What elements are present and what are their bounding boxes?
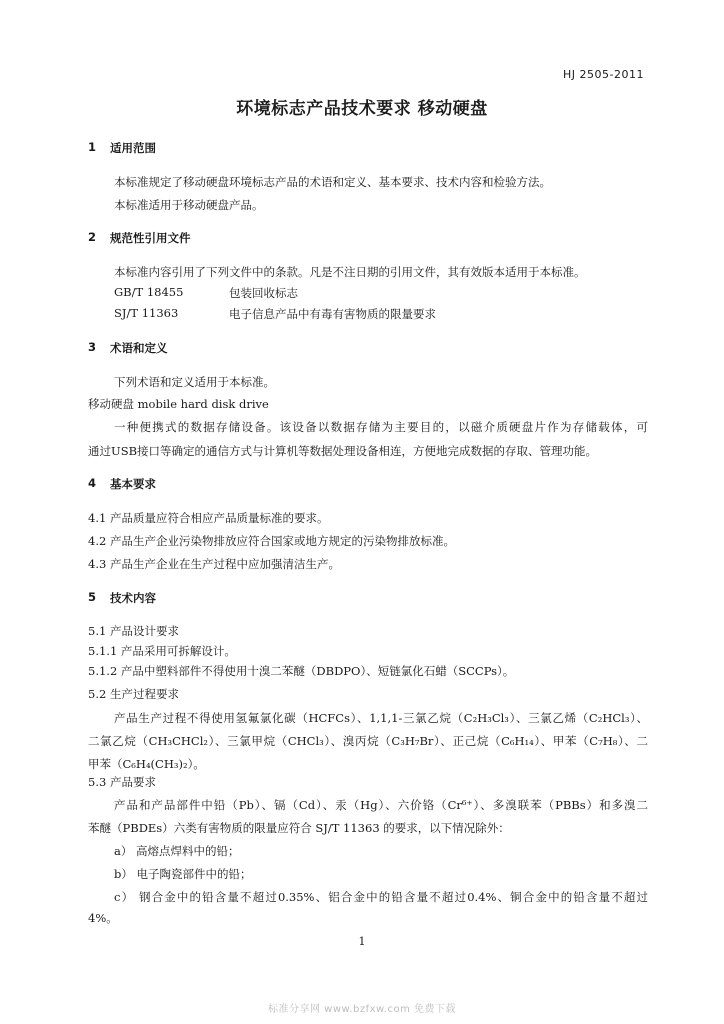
section-3-heading: 术语和定义 bbox=[110, 341, 168, 355]
requirement-4-2: 4.2 产品生产企业污染物排放应符合国家或地方规定的污染物排放标准。 bbox=[88, 534, 455, 548]
clause-5-2-line-3: 甲苯（C₆H₄(CH₃)₂）。 bbox=[88, 757, 205, 771]
page-number: 1 bbox=[358, 935, 366, 948]
requirement-4-3: 4.3 产品生产企业在生产过程中应加强清洁生产。 bbox=[88, 557, 340, 571]
subsection-5-1: 5.1 产品设计要求 bbox=[88, 624, 179, 638]
section-5-number: 5 bbox=[88, 590, 97, 604]
clause-5-3-line-1: 产品和产品部件中铅（Pb）、镉（Cd）、汞（Hg）、六价铬（Cr⁶⁺）、多溴联苯（PBBs）和多溴二 bbox=[114, 798, 648, 812]
reference-code: GB/T 18455 bbox=[114, 285, 184, 299]
exception-b: b） 电子陶瓷部件中的铅； bbox=[114, 867, 252, 881]
clause-5-1-2: 5.1.2 产品中塑料部件不得使用十溴二苯醚（DBDPO）、短链氯化石蜡（SCCPs）。 bbox=[88, 664, 515, 678]
clause-5-3-line-2: 苯醚（PBDEs）六类有害物质的限量应符合 SJ/T 11363 的要求，以下情况除外： bbox=[88, 821, 510, 835]
section-2-paragraph-1: 本标准内容引用了下列文件中的条款。凡是不注日期的引用文件，其有效版本适用于本标准。 bbox=[114, 265, 586, 279]
document-title: 环境标志产品技术要求 移动硬盘 bbox=[236, 99, 488, 119]
subsection-5-2: 5.2 生产过程要求 bbox=[88, 687, 179, 701]
term-entry: 移动硬盘 mobile hard disk drive bbox=[88, 397, 269, 411]
section-1-paragraph-2: 本标准适用于移动硬盘产品。 bbox=[114, 198, 264, 212]
section-2-heading: 规范性引用文件 bbox=[110, 231, 191, 245]
section-2-number: 2 bbox=[88, 230, 97, 244]
section-4-heading: 基本要求 bbox=[110, 477, 156, 491]
section-4-number: 4 bbox=[88, 476, 97, 490]
clause-5-1-1: 5.1.1 产品采用可拆解设计。 bbox=[88, 644, 236, 658]
subsection-5-3: 5.3 产品要求 bbox=[88, 775, 156, 789]
reference-title: 电子信息产品中有毒有害物质的限量要求 bbox=[229, 307, 436, 321]
section-1-heading: 适用范围 bbox=[110, 141, 156, 155]
section-3-paragraph-1: 下列术语和定义适用于本标准。 bbox=[114, 375, 275, 389]
standard-number: HJ 2505-2011 bbox=[563, 68, 644, 81]
section-1-number: 1 bbox=[88, 140, 97, 154]
exception-c-line-1: c） 钢合金中的铅含量不超过0.35%、铝合金中的铅含量不超过0.4%、铜合金中的铅含量不超过 bbox=[114, 890, 648, 904]
clause-5-2-line-1: 产品生产过程不得使用氢氟氯化碳（HCFCs）、1,1,1-三氯乙烷（C₂H₃Cl₃）、三氯乙烯（C₂HCl₃）、 bbox=[114, 711, 648, 725]
term-definition-line-2: 通过USB接口等确定的通信方式与计算机等数据处理设备相连，方便地完成数据的存取、管理功能。 bbox=[88, 444, 598, 458]
term-definition-line-1: 一种便携式的数据存储设备。该设备以数据存储为主要目的，以磁介质硬盘片作为存储载体，可 bbox=[114, 420, 648, 434]
reference-code: SJ/T 11363 bbox=[114, 306, 179, 320]
reference-title: 包装回收标志 bbox=[229, 286, 298, 300]
exception-c-line-2: 4%。 bbox=[88, 911, 118, 925]
clause-5-2-line-2: 二氯乙烷（CH₃CHCl₂）、三氯甲烷（CHCl₃）、溴丙烷（C₃H₇Br）、正己烷（C₆H₁₄）、甲苯（C₇H₈）、二 bbox=[88, 734, 648, 748]
exception-a: a） 高熔点焊料中的铅； bbox=[114, 844, 240, 858]
watermark-footer: 标准分享网 www.bzfxw.com 免费下载 bbox=[268, 1004, 456, 1015]
requirement-4-1: 4.1 产品质量应符合相应产品质量标准的要求。 bbox=[88, 511, 329, 525]
section-3-number: 3 bbox=[88, 340, 97, 354]
section-5-heading: 技术内容 bbox=[110, 591, 156, 605]
section-1-paragraph-1: 本标准规定了移动硬盘环境标志产品的术语和定义、基本要求、技术内容和检验方法。 bbox=[114, 175, 551, 189]
